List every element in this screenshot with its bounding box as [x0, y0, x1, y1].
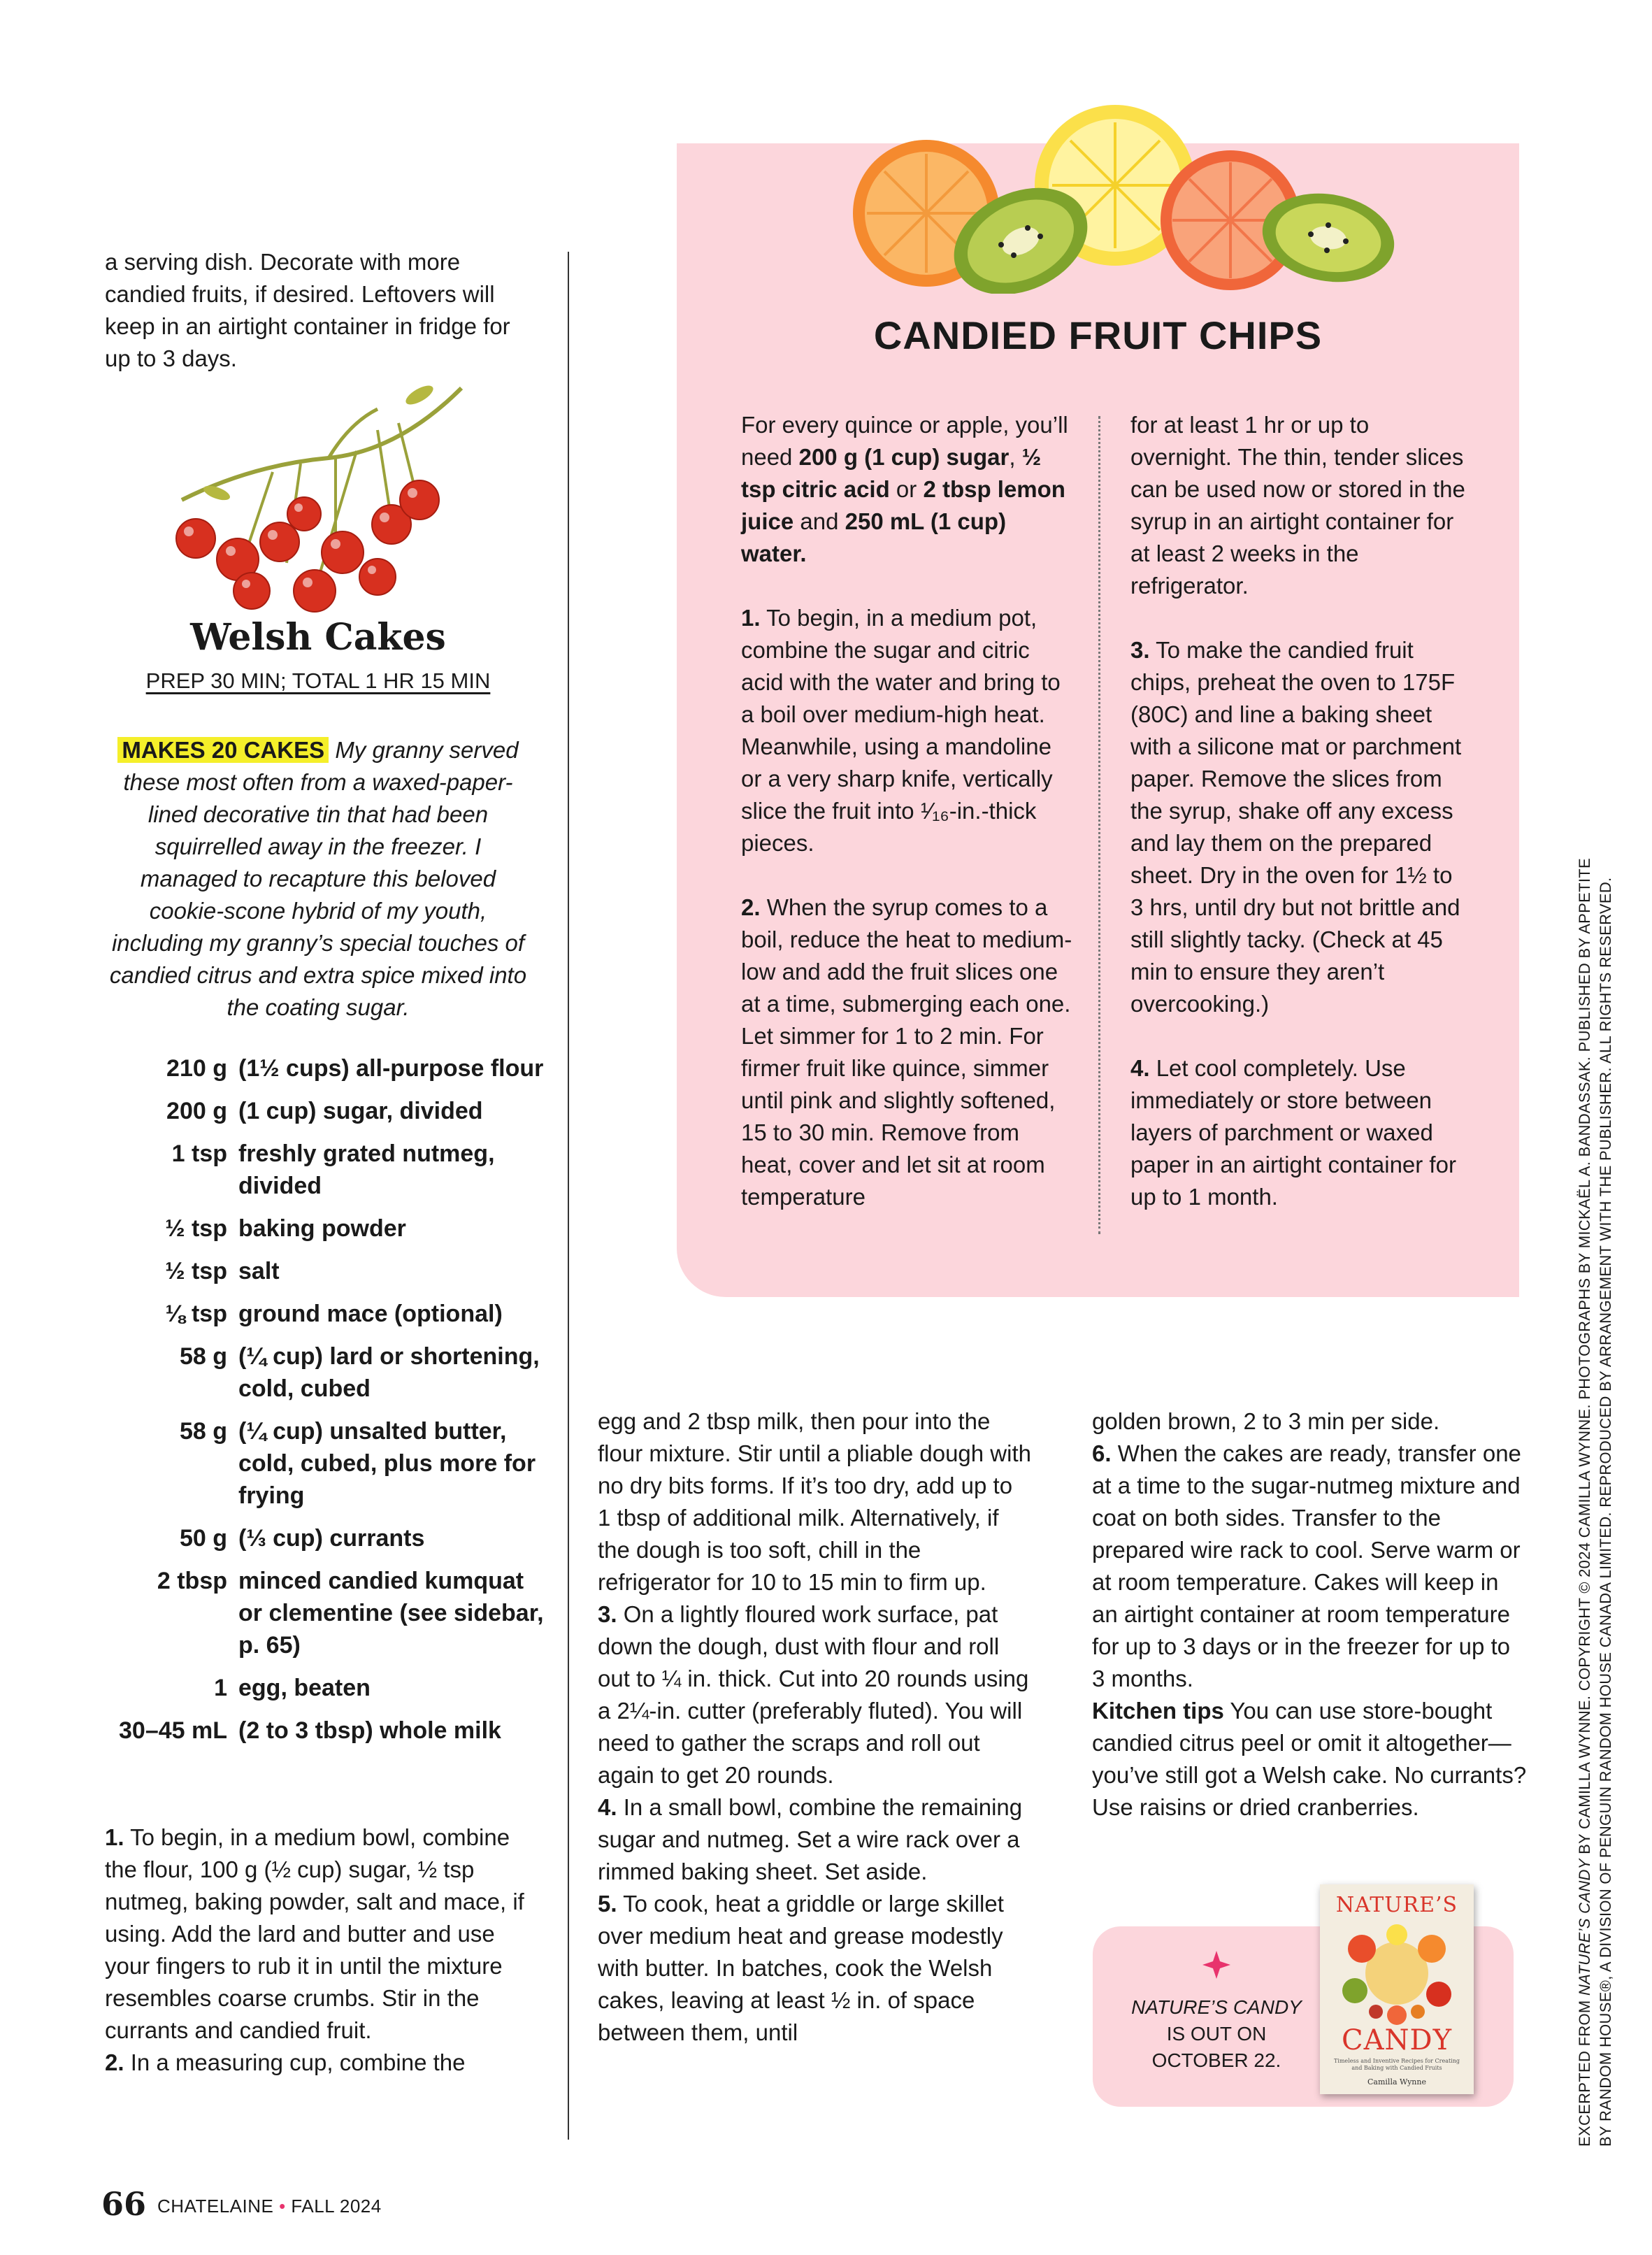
ingredient-quantity: 50 g [179, 1525, 227, 1552]
step-text: for at least 1 hr or up to overnight. The thin, tender slices can be used now or stored in the syrup in an airtight container for at least 2 weeks in the refrigerator. [1130, 412, 1465, 599]
ingredient-row [105, 1714, 552, 1747]
step-number: 4. [1130, 1055, 1150, 1081]
method-steps-right [1092, 1405, 1529, 1824]
cover-author: Camilla Wynne [1367, 2077, 1426, 2086]
fruit-slices-illustration [818, 105, 1398, 294]
ingredient-quantity: 200 g [166, 1098, 227, 1124]
ingredient-description: salt [238, 1258, 280, 1284]
step-number: 1. [105, 1824, 124, 1850]
cover-subtitle: Timeless and Inventive Recipes for Creating and Baking with Candied Fruits [1333, 2058, 1460, 2071]
promo-text [1112, 1994, 1321, 2074]
method-step [598, 1888, 1031, 2049]
lead-text: , [1009, 444, 1022, 470]
credits-book-title: NATURE’S CANDY [1576, 1859, 1593, 1996]
kitchen-tips-text: You can use store-bought candied citrus peel or omit it altogether—you’ve still got a Welsh cake. No currants? Use raisins or dried cranberries. [1092, 1698, 1527, 1820]
ingredient-quantity: ⅛ tsp [165, 1301, 227, 1327]
lead-lemon-juice: 2 tbsp lemon juice [741, 476, 1065, 534]
book-cover [1320, 1884, 1474, 2094]
credits-line1 [1574, 573, 1595, 2147]
method-step [1130, 409, 1466, 602]
method-step [741, 892, 1077, 1213]
ingredient-row [105, 1340, 552, 1405]
ingredient-row [105, 1212, 552, 1245]
step-text: egg and 2 tbsp milk, then pour into the flour mixture. Stir until a pliable dough with no dry bits forms. If it’s too dry, add up to 1 tbsp of additional milk. Alternatively, if the dough is too soft, chill in the refrigerator for 10 to 15 min to firm up. [598, 1408, 1031, 1595]
method-step [598, 1791, 1031, 1888]
recipe-times-text: PREP 30 MIN; TOTAL 1 HR 15 MIN [145, 668, 491, 693]
method-step [1130, 1052, 1466, 1213]
method-steps-left [105, 1821, 531, 2079]
method-step [1092, 1405, 1529, 1438]
method-step [741, 602, 1077, 859]
step-number: 4. [598, 1794, 617, 1820]
method-steps-middle [598, 1405, 1031, 2049]
step-text: In a small bowl, combine the remaining sugar and nutmeg. Set a wire rack over a rimmed baking sheet. Set aside. [598, 1794, 1023, 1884]
step-text: Let cool completely. Use immediately or store between layers of parchment or waxed paper in an airtight container for up to 1 month. [1130, 1055, 1456, 1210]
lead-citric-acid: ½ tsp citric acid [741, 444, 1042, 502]
ingredient-row [105, 1138, 552, 1202]
credits-text: EXCERPTED FROM [1576, 1996, 1593, 2147]
method-step [105, 2047, 531, 2079]
method-step [1092, 1438, 1529, 1695]
ingredient-description: (¼ cup) unsalted butter, cold, cubed, plus more for frying [238, 1418, 536, 1509]
issue-name: FALL 2024 [291, 2196, 382, 2217]
magazine-name: CHATELAINE [157, 2196, 274, 2217]
ingredient-quantity: ½ tsp [165, 1215, 227, 1242]
method-step [598, 1405, 1031, 1598]
ingredient-quantity: 1 tsp [171, 1140, 227, 1167]
photo-credits [1574, 573, 1616, 2147]
ingredient-quantity: 1 [214, 1675, 227, 1701]
recipe-intro-text: My granny served these most often from a waxed-paper-lined decorative tin that had been squirrelled away in the freezer. I managed to recapture this beloved cookie-scone hybrid of my youth, including my granny’s special touches of candied citrus and extra spice mixed into the coating sugar. [109, 737, 527, 1020]
ingredient-row [105, 1522, 552, 1554]
step-text: In a measuring cup, combine the [124, 2049, 466, 2075]
ingredient-quantity: 210 g [166, 1055, 227, 1082]
promo-line3: OCTOBER 22. [1151, 2049, 1281, 2071]
sidebar-dotted-divider [1098, 416, 1100, 1234]
sidebar-lead [741, 409, 1077, 570]
lead-text: For every quince or apple, you’ll need [741, 412, 1068, 470]
ingredient-quantity: 2 tbsp [157, 1568, 227, 1594]
kitchen-tips [1092, 1695, 1529, 1824]
credits-text: BY CAMILLA WYNNE. COPYRIGHT © 2024 CAMILLA WYNNE. PHOTOGRAPHS BY MICKAËL A. BANDASSAK. PUBLISHED BY APPETITE [1576, 858, 1593, 1859]
promo-line2: IS OUT ON [1166, 2023, 1267, 2045]
lead-text: or [889, 476, 924, 502]
ingredient-row [105, 1565, 552, 1661]
ingredient-description: freshly grated nutmeg, divided [238, 1140, 495, 1199]
method-step [598, 1598, 1031, 1791]
method-step [105, 1821, 531, 2047]
ingredient-quantity: 58 g [179, 1343, 227, 1370]
ingredients-list [105, 1052, 552, 1757]
step-text: To cook, heat a griddle or large skillet over medium heat and grease modestly with butter. In batches, cook the Welsh cakes, leaving at least ½ in. of space between them, until [598, 1891, 1004, 2045]
ingredient-quantity: 30–45 mL [119, 1717, 227, 1744]
credits-line2: BY RANDOM HOUSE®, A DIVISION OF PENGUIN RANDOM HOUSE CANADA LIMITED. REPRODUCED BY ARRANGEMENT WITH THE PUBLISHER. ALL RIGHTS RESERVED. [1597, 877, 1614, 2147]
recipe-intro [105, 734, 531, 1024]
makes-badge: MAKES 20 CAKES [117, 737, 329, 763]
ingredient-description: ground mace (optional) [238, 1301, 503, 1327]
ingredient-row [105, 1415, 552, 1512]
step-text: On a lightly floured work surface, pat down the dough, dust with flour and roll out to ¼ in. thick. Cut into 20 rounds using a 2¼-in. cutter (preferably fluted). You will need to gather the scraps and roll out again to get 20 rounds. [598, 1601, 1029, 1788]
step-text: To begin, in a medium bowl, combine the flour, 100 g (½ cup) sugar, ½ tsp nutmeg, baking powder, salt and mace, if using. Add the lard and butter and use your fingers to rub it in until the mixture resembles coarse crumbs. Stir in the currants and candied fruit. [105, 1824, 524, 2043]
cover-fruit-image [1334, 1921, 1460, 2026]
step-number: 1. [741, 605, 761, 631]
method-steps-right-list [1092, 1405, 1529, 1695]
step-text: golden brown, 2 to 3 min per side. [1092, 1408, 1440, 1434]
step-number: 2. [105, 2049, 124, 2075]
cherries-illustration [168, 381, 489, 619]
ingredient-quantity: ½ tsp [165, 1258, 227, 1284]
ingredient-description: (¼ cup) lard or shortening, cold, cubed [238, 1343, 540, 1402]
lead-water: 250 mL (1 cup) water. [741, 508, 1007, 566]
step-number: 3. [1130, 637, 1150, 663]
step-number: 6. [1092, 1440, 1112, 1466]
sparkle-icon [1202, 1951, 1230, 1979]
column-divider [568, 252, 569, 2140]
ingredient-description: egg, beaten [238, 1675, 371, 1701]
ingredient-description: (1½ cups) all-purpose flour [238, 1055, 544, 1082]
step-text: When the cakes are ready, transfer one at a time to the sugar-nutmeg mixture and coat on both sides. Transfer to the prepared wire rack to cool. Serve warm or at room temperature. Cakes will keep in an airtight container at room temperature for up to 3 days or in the freezer for up to 3 months. [1092, 1440, 1521, 1691]
ingredient-description: (⅓ cup) currants [238, 1525, 425, 1552]
promo-book-title: NATURE’S CANDY [1131, 1996, 1302, 2018]
recipe-times [105, 668, 531, 694]
sidebar-title: CANDIED FRUIT CHIPS [873, 313, 1323, 357]
step-number: 5. [598, 1891, 617, 1917]
cover-title-top: NATURE’S [1335, 1893, 1458, 1917]
ingredient-description: (2 to 3 tbsp) whole milk [238, 1717, 501, 1744]
ingredient-row [105, 1298, 552, 1330]
step-number: 2. [741, 894, 761, 920]
page-number: 66 [101, 2185, 147, 2223]
sidebar-column-left [741, 409, 1077, 1213]
intro-continuation: a serving dish. Decorate with more candied fruits, if desired. Leftovers will keep in an airtight container in fridge for up to 3 days. [105, 249, 510, 371]
sidebar-steps-left [741, 602, 1077, 1213]
footer-publication [157, 2196, 382, 2217]
recipe-title: Welsh Cakes [190, 616, 446, 659]
sidebar-steps-right [1130, 409, 1466, 1213]
ingredient-row [105, 1095, 552, 1127]
cover-title-bottom: CANDY [1342, 2024, 1452, 2056]
ingredient-description: baking powder [238, 1215, 406, 1242]
method-step [1130, 634, 1466, 1020]
ingredient-quantity: 58 g [179, 1418, 227, 1445]
footer-bullet: • [279, 2196, 286, 2217]
ingredient-row [105, 1255, 552, 1287]
step-number: 3. [598, 1601, 617, 1627]
ingredient-description: minced candied kumquat or clementine (see sidebar, p. 65) [238, 1568, 544, 1659]
lead-text: and [793, 508, 845, 534]
ingredient-description: (1 cup) sugar, divided [238, 1098, 483, 1124]
kitchen-tips-label: Kitchen tips [1092, 1698, 1224, 1724]
ingredient-row [105, 1052, 552, 1084]
step-text: To make the candied fruit chips, preheat the oven to 175F (80C) and line a baking sheet with a silicone mat or parchment paper. Remove the slices from the syrup, shake off any excess and lay them on the prepared sheet. Dry in the oven for 1½ to 3 hrs, until dry but not brittle and still slightly tacky. (Check at 45 min to ensure they aren’t overcooking.) [1130, 637, 1462, 1017]
step-text: To begin, in a medium pot, combine the sugar and citric acid with the water and bring to a boil over medium-high heat. Meanwhile, using a mandoline or a very sharp knife, vertically slice the fruit into ¹⁄₁₆-in.-thick pieces. [741, 605, 1061, 856]
lead-sugar: 200 g (1 cup) sugar [798, 444, 1010, 470]
ingredient-row [105, 1672, 552, 1704]
step-text: When the syrup comes to a boil, reduce the heat to medium-low and add the fruit slices one at a time, submerging each one. Let simmer for 1 to 2 min. For firmer fruit like quince, simmer until pink and slightly softened, 15 to 30 min. Remove from heat, cover and let sit at room temperature [741, 894, 1072, 1210]
